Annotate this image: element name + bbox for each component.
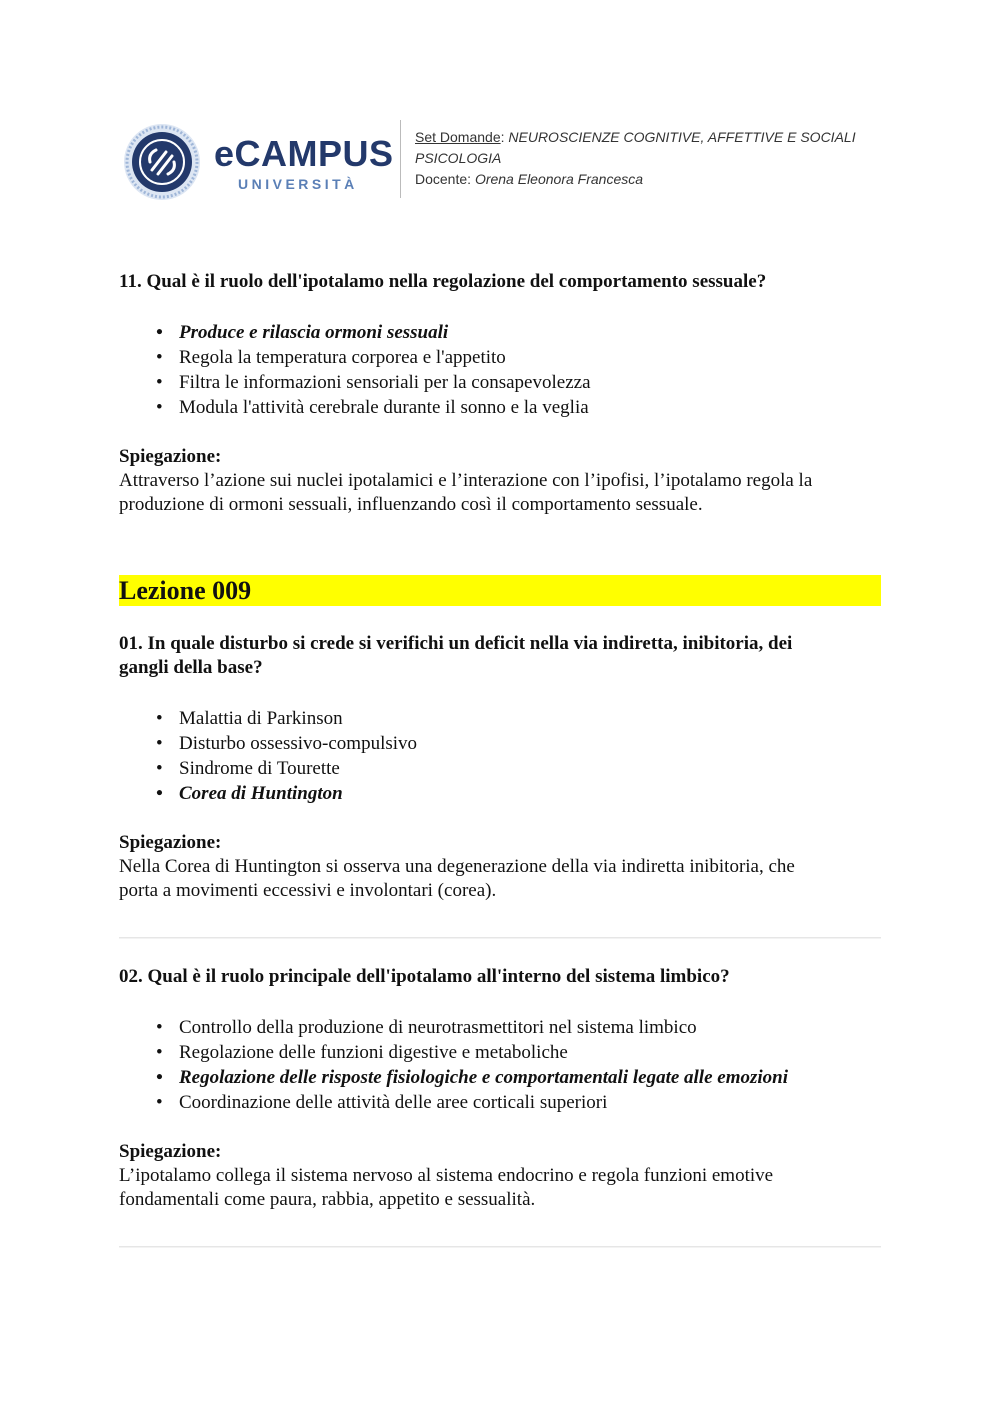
- set-line: Set Domande: NEUROSCIENZE COGNITIVE, AFFETTIVE E SOCIALI: [415, 129, 856, 145]
- answer-option: • Coordinazione delle attività delle aree corticali superiori: [156, 1090, 881, 1115]
- docente-line: [415, 169, 856, 190]
- question-02: [119, 965, 881, 1212]
- explanation-line: Nella Corea di Huntington si osserva una degenerazione della via indiretta inibitoria, che: [119, 856, 795, 877]
- answer-options: [119, 320, 881, 420]
- set-value: NEUROSCIENZE COGNITIVE, AFFETTIVE E SOCIALI: [508, 129, 856, 145]
- answer-options: [119, 706, 881, 806]
- question-text: 01. In quale disturbo si crede si verifichi un deficit nella via indiretta, inibitoria, dei: [119, 633, 793, 654]
- answer-option: • Regola la temperatura corporea e l'appetito: [156, 345, 881, 370]
- answer-option-correct: • Regolazione delle risposte fisiologiche e comportamentali legate alle emozioni: [156, 1065, 881, 1090]
- answer-option: • Sindrome di Tourette: [156, 756, 881, 781]
- set-label: Set Domande: [415, 129, 501, 145]
- explanation-line: porta a movimenti eccessivi e involontari (corea).: [119, 880, 497, 901]
- answer-option: • Controllo della produzione di neurotrasmettitori nel sistema limbico: [156, 1015, 881, 1040]
- answer-option: • Filtra le informazioni sensoriali per la consapevolezza: [156, 370, 881, 395]
- question-text: 02. Qual è il ruolo principale dell'ipotalamo all'interno del sistema limbico?: [119, 966, 730, 987]
- answer-option: • Disturbo ossessivo-compulsivo: [156, 731, 881, 756]
- question-11: [119, 270, 881, 517]
- answer-option: • Modula l'attività cerebrale durante il sonno e la veglia: [156, 395, 881, 420]
- question-text: gangli della base?: [119, 657, 263, 678]
- brand-name: eCAMPUS: [214, 133, 394, 174]
- answer-options: [119, 1015, 881, 1115]
- explanation-line: Attraverso l’azione sui nuclei ipotalamici e l’interazione con l’ipofisi, l’ipotalamo regola la: [119, 470, 813, 491]
- section-divider: [119, 937, 881, 939]
- docente-label: Docente:: [415, 171, 472, 187]
- answer-option-correct: • Corea di Huntington: [156, 781, 881, 806]
- section-divider: [119, 1246, 881, 1248]
- ecampus-logo-icon: [122, 122, 202, 202]
- explanation-label: Spiegazione:: [119, 446, 222, 467]
- explanation-label: Spiegazione:: [119, 1141, 222, 1162]
- course-name: PSICOLOGIA: [415, 150, 502, 166]
- header-divider: [400, 120, 401, 198]
- explanation-line: L’ipotalamo collega il sistema nervoso al sistema endocrino e regola funzioni emotive: [119, 1165, 774, 1186]
- explanation-line: produzione di ormoni sessuali, influenzando così il comportamento sessuale.: [119, 494, 703, 515]
- brand-subtitle: UNIVERSITÀ: [238, 176, 358, 192]
- explanation-label: Spiegazione:: [119, 832, 222, 853]
- page-header: [122, 120, 892, 200]
- docente-value: Orena Eleonora Francesca: [474, 171, 644, 187]
- brand-wordmark: [214, 133, 394, 192]
- question-text: 11. Qual è il ruolo dell'ipotalamo nella regolazione del comportamento sessuale?: [119, 271, 767, 292]
- document-body: [119, 270, 881, 1248]
- lesson-heading: Lezione 009: [119, 575, 881, 606]
- question-01: [119, 632, 881, 903]
- header-info: [415, 127, 856, 190]
- explanation-line: fondamentali come paura, rabbia, appetito e sessualità.: [119, 1189, 536, 1210]
- answer-option: • Regolazione delle funzioni digestive e metaboliche: [156, 1040, 881, 1065]
- answer-option: • Malattia di Parkinson: [156, 706, 881, 731]
- answer-option-correct: • Produce e rilascia ormoni sessuali: [156, 320, 881, 345]
